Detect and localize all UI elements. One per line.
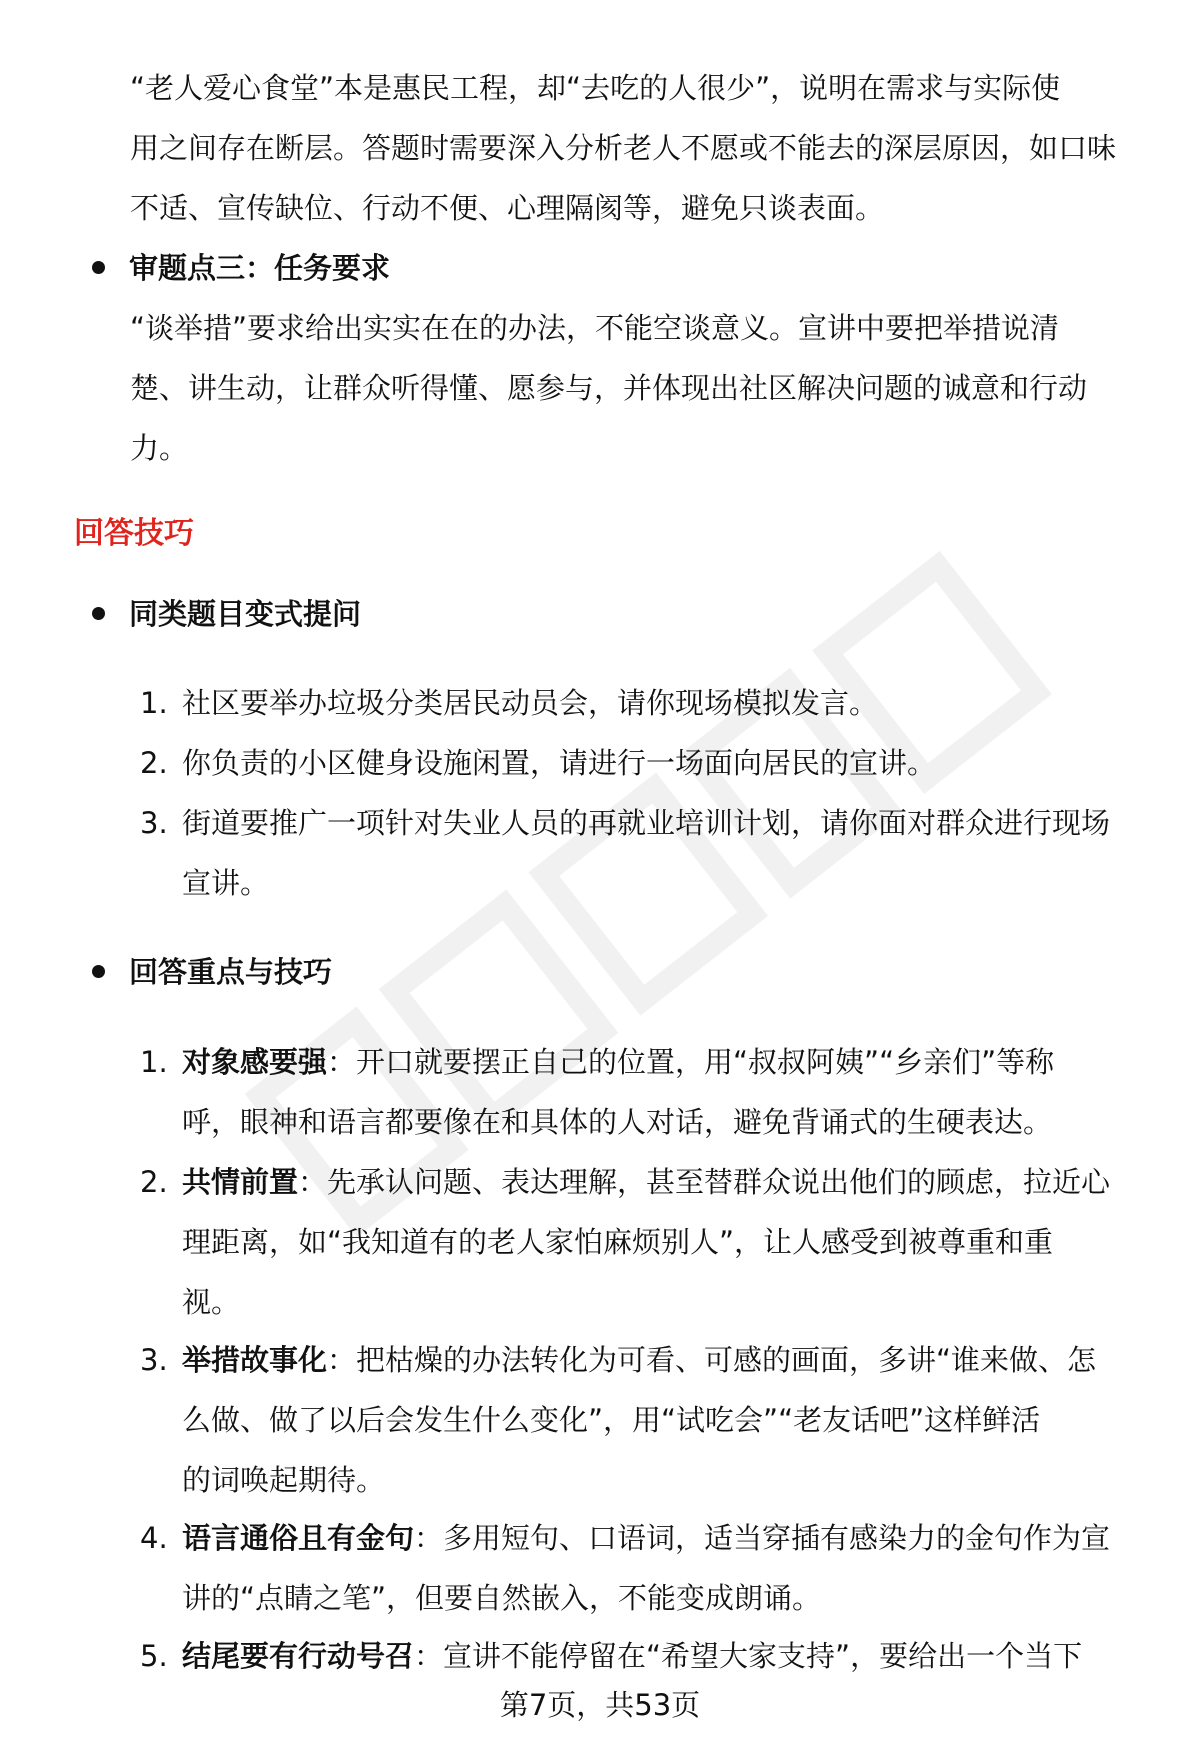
- tip-keyword: 对象感要强: [182, 1045, 328, 1079]
- tip-item: [140, 1032, 1140, 1152]
- review-point3-title-text: 审题点三：任务要求: [129, 251, 391, 285]
- tip-item: [140, 1330, 1140, 1510]
- bullet-icon: [92, 965, 105, 978]
- tip-line: [182, 1152, 1140, 1212]
- review-point3-line: “谈举措”要求给出实实在在的办法，不能空谈意义。宣讲中要把举措说清: [130, 311, 1060, 345]
- tip-text: ：宣讲不能停留在“希望大家支持”，要给出一个当下: [414, 1639, 1083, 1673]
- tip-text: ：多用短句、口语词，适当穿插有感染力的金句作为宣: [414, 1521, 1111, 1555]
- tip-line: 理距离，如“我知道有的老人家怕麻烦别人”，让人感受到被尊重和重: [182, 1225, 1054, 1259]
- variants-title: [92, 584, 361, 644]
- tip-line: [182, 1330, 1140, 1390]
- tip-line: 呼，眼神和语言都要像在和具体的人对话，避免背诵式的生硬表达。: [182, 1105, 1053, 1139]
- variant-line: 街道要推广一项针对失业人员的再就业培训计划，请你面对群众进行现场: [182, 806, 1111, 840]
- tip-keyword: 结尾要有行动号召: [182, 1639, 415, 1673]
- intro-line: 用之间存在断层。答题时需要深入分析老人不愿或不能去的深层原因，如口味: [130, 131, 1117, 165]
- tip-keyword: 举措故事化: [182, 1343, 328, 1377]
- variant-line: 社区要举办垃圾分类居民动员会，请你现场模拟发言。: [182, 686, 879, 720]
- tips-title-text: 回答重点与技巧: [129, 955, 333, 989]
- tip-text: ：先承认问题、表达理解，甚至替群众说出他们的顾虑，拉近心: [298, 1165, 1111, 1199]
- variant-item: [140, 733, 1140, 793]
- tip-item: [140, 1152, 1140, 1332]
- bullet-icon: [92, 607, 105, 620]
- tip-line: 视。: [182, 1285, 241, 1319]
- tip-number: 5.: [140, 1639, 168, 1673]
- tip-keyword: 共情前置: [182, 1165, 299, 1199]
- review-point3-paragraph: [130, 298, 1170, 478]
- intro-paragraph: [130, 58, 1170, 238]
- variant-item: [140, 673, 1140, 733]
- tip-line: [182, 1626, 1140, 1686]
- variants-title-text: 同类题目变式提问: [129, 597, 362, 631]
- variant-number: 1.: [140, 686, 168, 720]
- intro-line: 不适、宣传缺位、行动不便、心理隔阂等，避免只谈表面。: [130, 191, 885, 225]
- tip-number: 2.: [140, 1165, 168, 1199]
- review-point3-line: 楚、讲生动，让群众听得懂、愿参与，并体现出社区解决问题的诚意和行动: [130, 371, 1088, 405]
- page-footer: 第7页，共53页: [499, 1688, 701, 1722]
- review-point3-line: 力。: [130, 431, 189, 465]
- section-heading: 回答技巧: [74, 516, 194, 551]
- tip-text: ：开口就要摆正自己的位置，用“叔叔阿姨”“乡亲们”等称: [327, 1045, 1055, 1079]
- bullet-icon: [92, 261, 105, 274]
- tip-number: 3.: [140, 1343, 168, 1377]
- tip-line: 的词唤起期待。: [182, 1463, 386, 1497]
- tips-title: [92, 942, 332, 1002]
- intro-line: “老人爱心食堂”本是惠民工程，却“去吃的人很少”，说明在需求与实际使: [130, 71, 1061, 105]
- variant-number: 3.: [140, 806, 168, 840]
- tip-item: [140, 1508, 1140, 1628]
- tip-line: 讲的“点睛之笔”，但要自然嵌入，不能变成朗诵。: [182, 1581, 822, 1615]
- variant-number: 2.: [140, 746, 168, 780]
- review-point3-title: [92, 238, 390, 298]
- tip-keyword: 语言通俗且有金句: [182, 1521, 415, 1555]
- variant-line: 宣讲。: [182, 866, 270, 900]
- tip-line: 么做、做了以后会发生什么变化”，用“试吃会”“老友话吧”这样鲜活: [182, 1403, 1041, 1437]
- variant-item: [140, 793, 1140, 913]
- tip-number: 4.: [140, 1521, 168, 1555]
- tip-item: [140, 1626, 1140, 1686]
- tip-text: ：把枯燥的办法转化为可看、可感的画面，多讲“谁来做、怎: [327, 1343, 1097, 1377]
- tip-line: [182, 1032, 1140, 1092]
- tip-number: 1.: [140, 1045, 168, 1079]
- variant-line: 你负责的小区健身设施闲置，请进行一场面向居民的宣讲。: [182, 746, 937, 780]
- tip-line: [182, 1508, 1140, 1568]
